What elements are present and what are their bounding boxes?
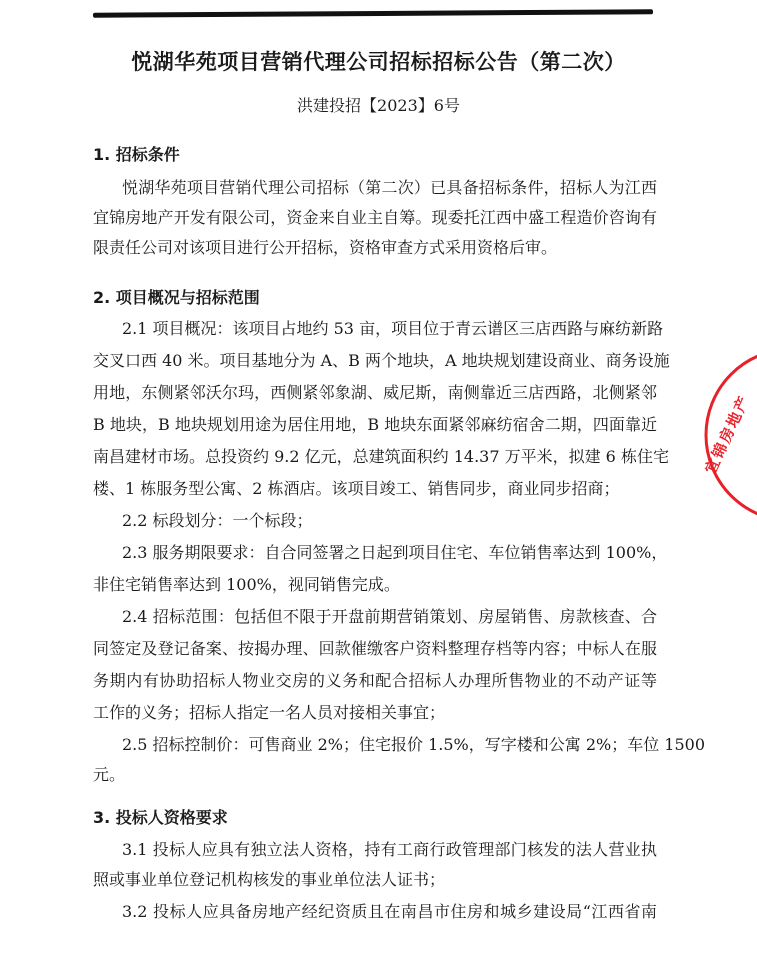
paragraph-line: 交叉口西 40 米。项目基地分为 A、B 两个地块，A 地块规划建设商业、商务设施 <box>93 351 670 370</box>
paragraph-line: 南昌建材市场。总投资约 9.2 亿元，总建筑面积约 14.37 万平米，拟建 6 栋住宅 <box>93 447 669 466</box>
paragraph-line: 限责任公司对该项目进行公开招标，资格审查方式采用资格后审。 <box>93 238 558 257</box>
paragraph-line: 3.1 投标人应具有独立法人资格，持有工商行政管理部门核发的法人营业执 <box>122 840 657 859</box>
paragraph-line: 3.2 投标人应具备房地产经纪资质且在南昌市住房和城乡建设局“江西省南 <box>122 902 657 921</box>
paragraph-line: 元。 <box>93 765 126 784</box>
paragraph-line: 用地，东侧紧邻沃尔玛，西侧紧邻象湖、威尼斯，南侧靠近三店西路，北侧紧邻 <box>93 383 657 402</box>
paragraph-line: 2.3 服务期限要求：自合同签署之日起到项目住宅、车位销售率达到 100%， <box>122 543 668 562</box>
paragraph-line: 务期内有协助招标人物业交房的义务和配合招标人办理所售物业的不动产证等 <box>93 671 657 690</box>
paragraph-line: 非住宅销售率达到 100%，视同销售完成。 <box>93 575 400 594</box>
document-title: 悦湖华苑项目营销代理公司招标招标公告（第二次） <box>131 49 626 74</box>
header-rule <box>93 9 653 17</box>
paragraph-line: 2.5 招标控制价：可售商业 2%；住宅报价 1.5%，写字楼和公寓 2%；车位 1500 <box>122 735 706 754</box>
section-1-heading: 1. 招标条件 <box>93 145 180 164</box>
paragraph-line: B 地块，B 地块规划用途为居住用地，B 地块东面紧邻麻纺宿舍二期，四面靠近 <box>93 415 657 434</box>
paragraph-line: 照或事业单位登记机构核发的事业单位法人证书； <box>93 870 446 889</box>
section-2-heading: 2. 项目概况与招标范围 <box>93 288 260 307</box>
paragraph-line: 工作的义务；招标人指定一名人员对接相关事宜； <box>93 703 446 722</box>
paragraph-line: 2.1 项目概况：该项目占地约 53 亩，项目位于青云谱区三店西路与麻纺新路 <box>122 319 664 338</box>
paragraph-line: 楼、1 栋服务型公寓、2 栋酒店。该项目竣工、销售同步，商业同步招商； <box>93 479 620 498</box>
paragraph-line: 2.2 标段划分：一个标段； <box>122 511 313 530</box>
company-seal-stamp <box>700 345 757 525</box>
company-seal-text: 宜锦房地产 <box>701 392 754 477</box>
paragraph-line: 同签定及登记备案、按揭办理、回款催缴客户资料整理存档等内容；中标人在服 <box>93 639 657 658</box>
section-3-heading: 3. 投标人资格要求 <box>93 808 228 827</box>
document-number: 洪建投招【2023】6号 <box>297 96 460 115</box>
paragraph-line: 2.4 招标范围：包括但不限于开盘前期营销策划、房屋销售、房款核查、合 <box>122 607 657 626</box>
paragraph-line: 悦湖华苑项目营销代理公司招标（第二次）已具备招标条件，招标人为江西 <box>122 178 657 197</box>
paragraph-line: 宜锦房地产开发有限公司，资金来自业主自筹。现委托江西中盛工程造价咨询有 <box>93 208 657 227</box>
